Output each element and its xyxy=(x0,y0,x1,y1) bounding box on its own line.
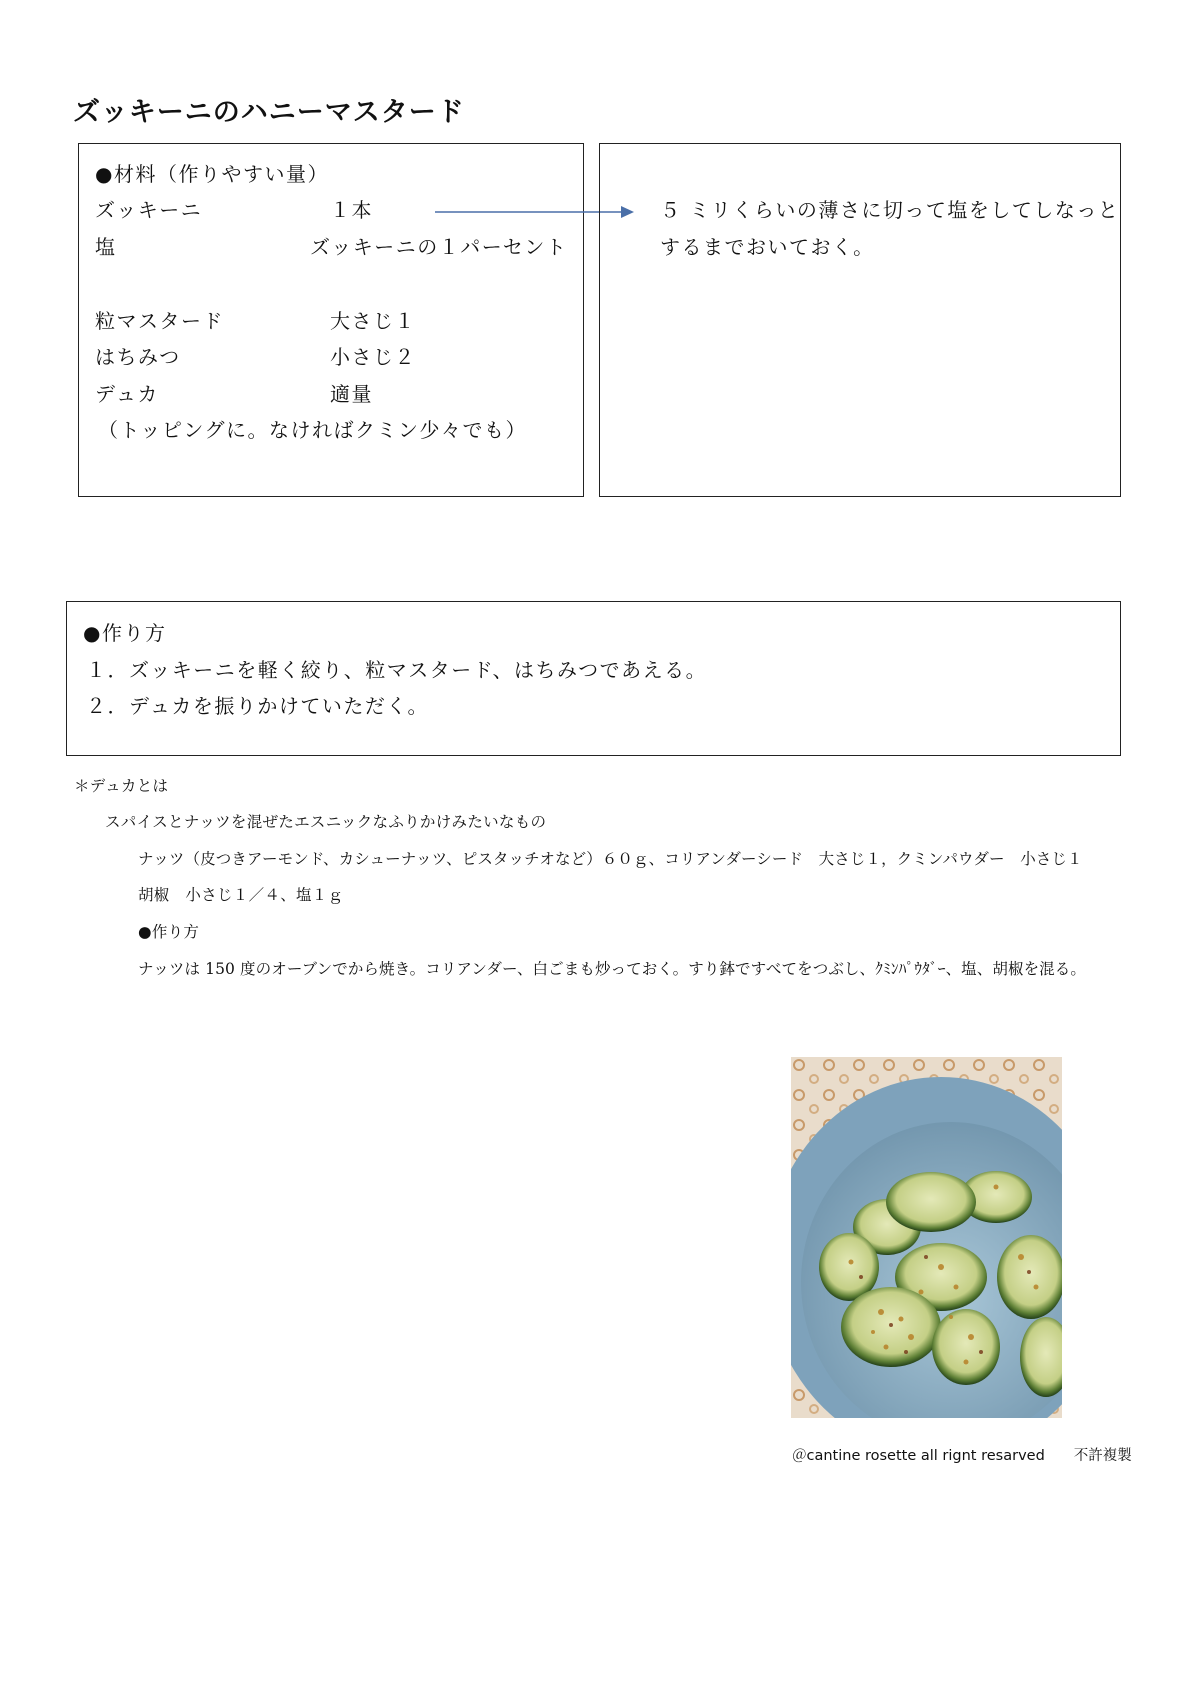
method-step: １．ズッキーニを軽く絞り、粒マスタード、はちみつであえる。 xyxy=(86,658,708,682)
prep-note-line: するまでおいておく。 xyxy=(660,235,875,259)
prep-note-line: ５ ミリくらいの薄さに切って塩をしてしなっと xyxy=(660,198,1120,222)
dukkah-method-heading: ●作り方 xyxy=(138,923,200,941)
ingredient-name: ズッキーニ xyxy=(95,198,203,222)
copyright-notice: ＠cantine rosette all rignt resarved 不許複製 xyxy=(792,1448,1132,1464)
ingredient-amount: ズッキーニの１パーセント xyxy=(310,235,568,259)
dukkah-ingredients-line: ナッツ（皮つきアーモンド、カシューナッツ、ピスタッチオなど）６０ｇ、コリアンダーシード 大さじ１，クミンパウダー 小さじ１ xyxy=(138,850,1083,868)
dukkah-method-text: ナッツは 150 度のオーブンでから焼き。コリアンダー、白ごまも炒っておく。すり鉢ですべてをつぶし、ｸﾐﾝﾊﾟｳﾀﾞｰ、塩、胡椒を混る。 xyxy=(138,960,1086,978)
ingredient-note: （トッピングに。なければクミン少々でも） xyxy=(98,418,527,442)
method-step: ２．デュカを振りかけていただく。 xyxy=(86,694,429,718)
ingredient-amount: 大さじ１ xyxy=(330,309,416,333)
dukkah-description: スパイスとナッツを混ぜたエスニックなふりかけみたいなもの xyxy=(105,813,547,831)
ingredient-amount: 小さじ２ xyxy=(330,345,416,369)
ingredient-name: デュカ xyxy=(95,382,159,406)
dukkah-heading: ＊デュカとは xyxy=(74,777,169,795)
ingredient-name: 粒マスタード xyxy=(95,309,224,333)
ingredient-name: 塩 xyxy=(95,235,117,259)
dish-photo xyxy=(791,1057,1062,1418)
method-heading: ●作り方 xyxy=(83,621,167,645)
dukkah-ingredients-line: 胡椒 小さじ１／４、塩１ｇ xyxy=(138,886,344,904)
page-title: ズッキーニのハニーマスタード xyxy=(73,97,465,128)
ingredient-amount: 適量 xyxy=(330,382,373,406)
ingredients-heading: ●材料（作りやすい量） xyxy=(95,162,329,186)
ingredient-amount: １本 xyxy=(330,198,373,222)
ingredient-name: はちみつ xyxy=(95,345,181,369)
